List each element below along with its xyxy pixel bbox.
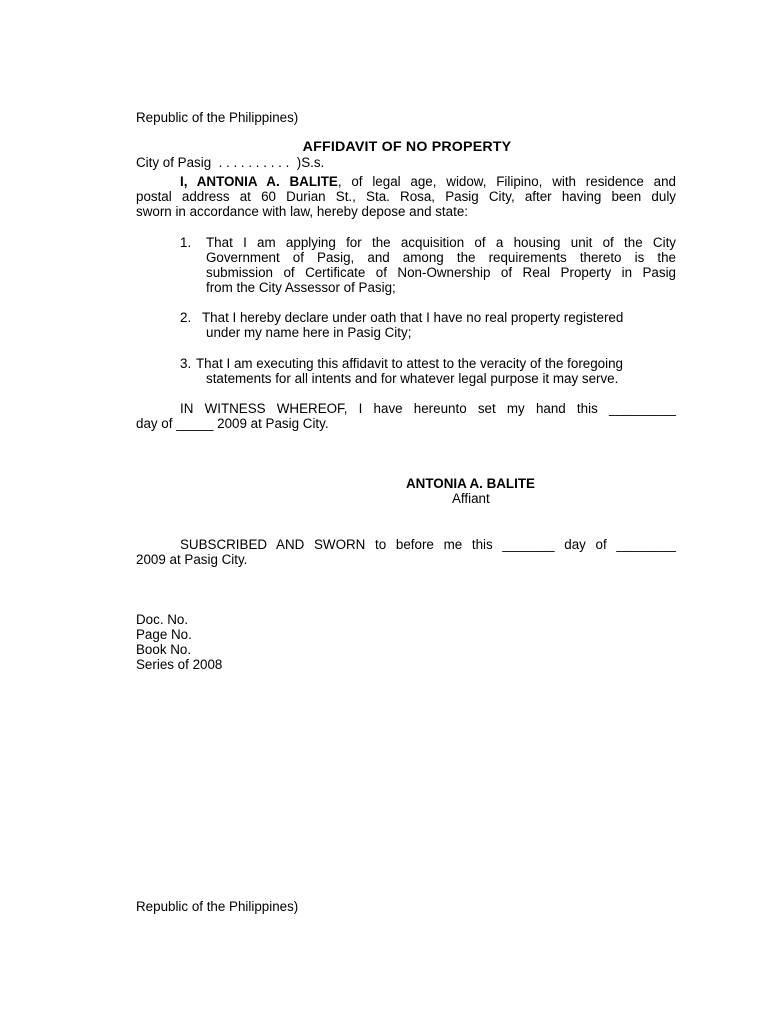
affiant-signature-name: ANTONIA A. BALITE: [406, 476, 535, 491]
book-no: Book No.: [136, 642, 192, 657]
venue-country: Republic of the Philippines): [136, 110, 299, 125]
item-2-number: 2.: [180, 310, 192, 325]
affiant-name-inline: I, ANTONIA A. BALITE: [180, 174, 338, 189]
doc-no: Doc. No.: [136, 612, 189, 627]
page-no: Page No.: [136, 627, 192, 642]
notary-register: [136, 612, 222, 672]
series: Series of 2008: [136, 657, 223, 672]
item-1-line-3: submission of Certificate of Non-Ownership of Real Property in Pasig: [206, 265, 676, 280]
item-3-line-1: That I am executing this affidavit to attest to the veracity of the foregoing: [196, 356, 624, 371]
intro-line-1: [136, 174, 676, 189]
item-1-line-1: That I am applying for the acquisition of a housing unit of the City: [206, 235, 676, 250]
intro-paragraph: [136, 174, 676, 219]
intro-line-2: postal address at 60 Durian St., Sta. Rosa, Pasig City, after having been duly: [136, 189, 676, 204]
next-page-caption: Republic of the Philippines): [136, 899, 299, 914]
item-2-line-2: under my name here in Pasig City;: [206, 325, 412, 340]
item-1-line-4: from the City Assessor of Pasig;: [206, 280, 396, 295]
document-title: AFFIDAVIT OF NO PROPERTY: [302, 139, 512, 155]
witness-paragraph: [136, 401, 676, 431]
jurat-line-2: 2009 at Pasig City.: [136, 552, 248, 567]
item-1-text: [206, 235, 676, 295]
witness-line-1: IN WITNESS WHEREOF, I have hereunto set my hand this _________: [180, 401, 676, 416]
affiant-label: Affiant: [452, 491, 490, 506]
witness-line-2: day of _____ 2009 at Pasig City.: [136, 416, 329, 431]
item-3-number: 3.: [180, 356, 192, 371]
jurat-paragraph: [136, 537, 676, 567]
item-3-line-2: statements for all intents and for whatever legal purpose it may serve.: [206, 371, 619, 386]
jurat-line-1: SUBSCRIBED AND SWORN to before me this _______ day of ________: [180, 537, 676, 552]
venue-city: City of Pasig . . . . . . . . . . )S.s.: [136, 155, 325, 170]
intro-line-1-rest: , of legal age, widow, Filipino, with residence and: [337, 174, 676, 189]
item-1-number: 1.: [180, 235, 192, 250]
item-2-line-1: That I hereby declare under oath that I have no real property registered: [202, 310, 624, 325]
intro-line-3: sworn in accordance with law, hereby depose and state:: [136, 204, 468, 219]
item-1-line-2: Government of Pasig, and among the requirements thereto is the: [206, 250, 676, 265]
